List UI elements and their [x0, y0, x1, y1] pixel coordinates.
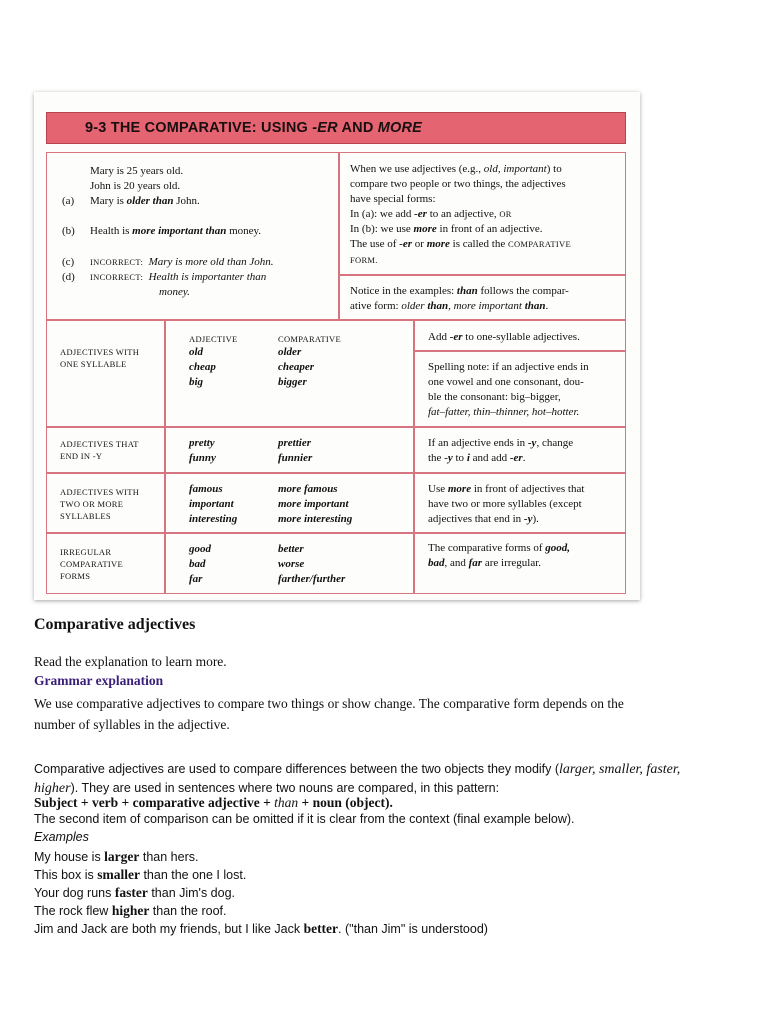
row-one-syllable-adjectives: old cheap big — [189, 346, 216, 388]
pattern-formula: Subject + verb + comparative adjective + than + noun (object). — [34, 795, 393, 810]
row-irregular-adjectives: good bad far — [189, 543, 211, 585]
explain-line-2: compare two people or two things, the adjectives — [350, 178, 566, 190]
explain-line-6: The use of -er or more is called the COMPARATIVE — [350, 238, 571, 250]
row-one-syllable-comparatives: older cheaper bigger — [278, 346, 315, 388]
example-a-label: (a) — [62, 195, 75, 207]
row-end-y-adjectives: pretty funny — [189, 437, 216, 464]
row-two-syllables-adjectives: famous important interesting — [189, 483, 238, 525]
example-a: Mary is older than John. — [90, 195, 200, 207]
example-c: INCORRECT: Mary is more old than John. — [90, 256, 274, 268]
explain-line-3: have special forms: — [350, 193, 436, 205]
row-one-syllable-label: ADJECTIVES WITH ONE SYLLABLE — [60, 347, 140, 369]
chart-title-bar — [46, 112, 626, 144]
example-d-label: (d) — [62, 271, 75, 283]
example-john-age: John is 20 years old. — [90, 180, 181, 192]
example-item: The rock flew higher than the roof. — [34, 903, 227, 918]
omit-note: The second item of comparison can be omitted if it is clear from the context (final example below). — [34, 812, 575, 826]
paragraph-syllables: We use comparative adjectives to compare two things or show change. The comparative form depends on the number of syllables in the adjective. — [34, 696, 624, 732]
textbook-scan — [34, 92, 640, 600]
row-end-y-comparatives: prettier funnier — [278, 437, 313, 464]
example-item: My house is larger than hers. — [34, 849, 199, 864]
notice-line-1: Notice in the examples: than follows the compar- — [350, 285, 569, 297]
examples-list — [34, 848, 488, 938]
explain-line-1: When we use adjectives (e.g., old, important) to — [350, 163, 562, 175]
row-two-syllables-comparatives: more famous more important more interesting — [278, 483, 353, 525]
grammar-explanation-link[interactable]: Grammar explanation — [34, 673, 164, 688]
example-b-label: (b) — [62, 225, 75, 237]
row-two-syllables-note: Use more in front of adjectives that have two or more syllables (except adjectives that end in -y). — [428, 483, 585, 525]
section-heading: Comparative adjectives — [34, 616, 196, 633]
example-item: Your dog runs faster than Jim's dog. — [34, 885, 235, 900]
row-one-syllable-spelling: Spelling note: if an adjective ends in one vowel and one consonant, dou- ble the consonant: big–bigger, fat–fatter, thin–thinner, hot–hotter. — [428, 361, 589, 418]
header-comparative: COMPARATIVE — [278, 334, 341, 344]
row-irregular-note: The comparative forms of good, bad, and far are irregular. — [428, 542, 571, 569]
row-end-y-note: If an adjective ends in -y, change the -y to i and add -er. — [428, 437, 574, 464]
examples-label: Examples — [34, 830, 89, 844]
row-end-y-label: ADJECTIVES THAT END IN -Y — [60, 439, 139, 461]
example-c-label: (c) — [62, 256, 75, 268]
row-irregular-label: IRREGULAR COMPARATIVE FORMS — [60, 547, 123, 581]
explain-line-4: In (a): we add -er to an adjective, OR — [350, 208, 512, 220]
row-two-syllables-label: ADJECTIVES WITH TWO OR MORE SYLLABLES — [60, 487, 140, 521]
intro-text: Read the explanation to learn more. — [34, 654, 227, 669]
row-one-syllable-note: Add -er to one-syllable adjectives. — [428, 331, 580, 343]
explain-line-7: FORM. — [350, 255, 378, 265]
example-mary-age: Mary is 25 years old. — [90, 165, 184, 177]
example-item: Jim and Jack are both my friends, but I like Jack better. ("than Jim" is understood) — [34, 921, 488, 936]
row-irregular-comparatives: better worse farther/further — [278, 543, 346, 585]
paragraph-comparatives: Comparative adjectives are used to compare differences between the two objects they modify (larger, smaller, faster, higher). They are used in sentences where two nouns are compared, in this pattern: — [34, 762, 681, 796]
example-item: This box is smaller than the one I lost. — [34, 867, 247, 882]
example-b: Health is more important than money. — [90, 225, 262, 237]
example-d: INCORRECT: Health is importanter than — [90, 271, 267, 283]
explain-line-5: In (b): we use more in front of an adjective. — [350, 223, 543, 235]
notice-line-2: ative form: older than, more important than. — [350, 300, 549, 312]
chart-title: 9-3 THE COMPARATIVE: USING -ER AND MORE — [85, 120, 423, 136]
example-d-cont: money. — [159, 286, 190, 298]
header-adjective: ADJECTIVE — [189, 334, 238, 344]
